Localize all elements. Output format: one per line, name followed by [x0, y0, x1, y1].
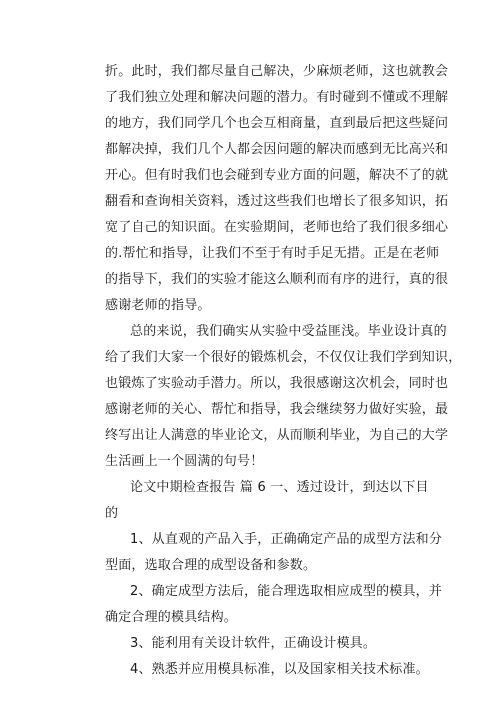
text-line: 感谢老师的指导。 — [105, 298, 211, 313]
text-line: 也锻炼了实验动手潜力。所以，我很感谢这次机会，同时也 — [105, 376, 449, 391]
list-item-line: 1、从直观的产品入手，正确确定产品的成型方法和分 — [130, 532, 443, 547]
list-item-line: 2、确定成型方法后，能合理选取相应成型的模具，并 — [130, 584, 443, 599]
list-item-line: 3、能利用有关设计软件，正确设计模具。 — [130, 636, 377, 651]
section-heading-line: 论文中期检查报告 篇 6 一、透过设计，到达以下目 — [130, 480, 429, 495]
paragraph-first-line: 总的来说，我们确实从实验中受益匪浅。毕业设计真的 — [130, 324, 447, 339]
text-line: 翻看和查询相关资料，透过这些我们也增长了很多知识，拓 — [105, 194, 449, 209]
text-line: 了我们独立处理和解决问题的潜力。有时碰到不懂或不理解 — [105, 90, 449, 105]
text-line: 的.帮忙和指导，让我们不至于有时手足无措。正是在老师 — [105, 246, 440, 261]
text-line: 生活画上一个圆满的句号！ — [105, 454, 264, 469]
text-line: 的 — [105, 506, 119, 521]
text-line: 型面，选取合理的成型设备和参数。 — [105, 558, 317, 573]
text-line: 给了我们大家一个很好的锻炼机会，不仅仅让我们学到知识， — [105, 350, 462, 365]
text-line: 开心。但有时我们也会碰到专业方面的问题，解决不了的就 — [105, 168, 449, 183]
text-line: 的指导下，我们的实验才能这么顺利而有序的进行，真的很 — [105, 272, 449, 287]
text-line: 的地方，我们同学几个也会互相商量，直到最后把这些疑问 — [105, 116, 449, 131]
list-item-line: 4、熟悉并应用模具标准，以及国家相关技术标准。 — [130, 662, 429, 677]
text-line: 确定合理的模具结构。 — [105, 610, 238, 625]
text-line: 终写出让人满意的毕业论文，从而顺利毕业，为自己的大学 — [105, 428, 449, 443]
text-line: 感谢老师的关心、帮忙和指导，我会继续努力做好实验，最 — [105, 402, 449, 417]
text-line: 宽了自己的知识面。在实验期间，老师也给了我们很多细心 — [105, 220, 449, 235]
text-line: 折。此时，我们都尽量自己解决，少麻烦老师，这也就教会 — [105, 64, 449, 79]
text-line: 都解决掉，我们几个人都会因问题的解决而感到无比高兴和 — [105, 142, 449, 157]
